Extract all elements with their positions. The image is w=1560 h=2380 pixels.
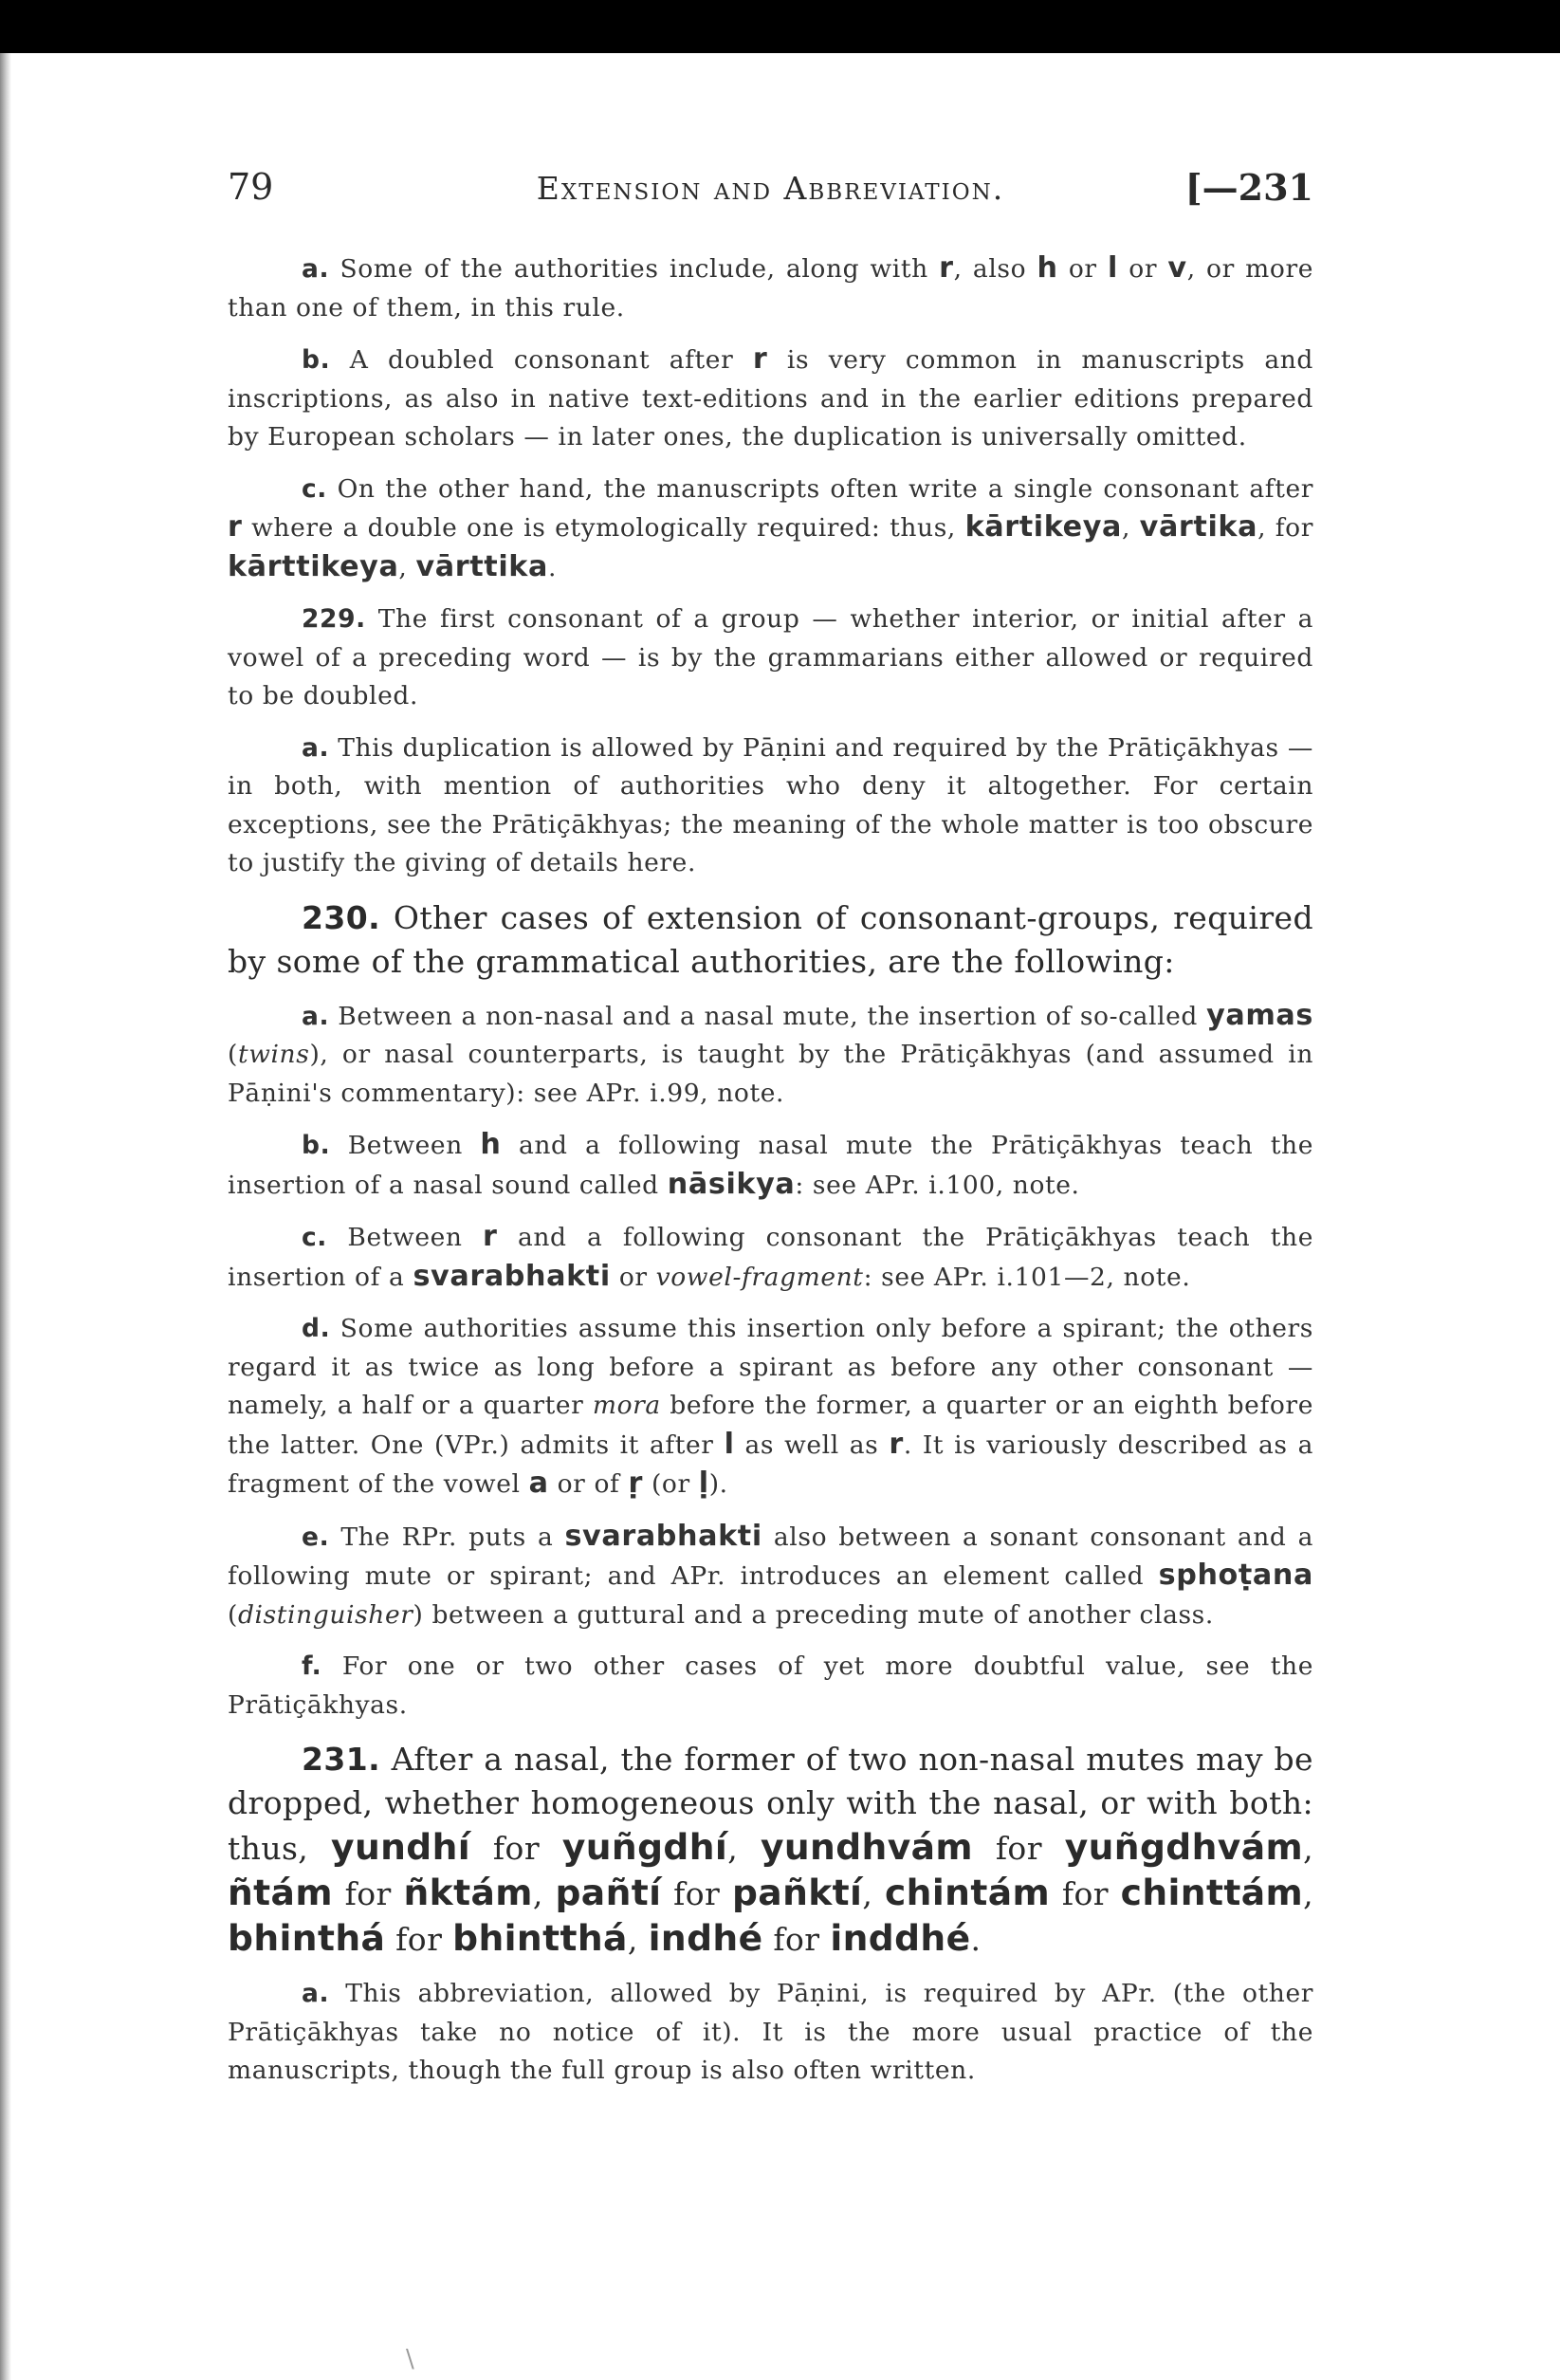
- sanskrit-term: chintám: [884, 1872, 1051, 1913]
- text-run: ,: [1303, 1830, 1313, 1867]
- section-label: e.: [302, 1522, 330, 1552]
- section-label: a.: [302, 1979, 330, 2008]
- sanskrit-term: l: [1108, 251, 1118, 285]
- sanskrit-term: sphoṭana: [1158, 1559, 1313, 1592]
- text-run: for: [332, 1875, 404, 1912]
- sanskrit-term: bhinthá: [228, 1917, 386, 1959]
- text-run: ,: [1303, 1875, 1313, 1912]
- sanskrit-term: r: [228, 510, 243, 544]
- text-run: The RPr. puts a: [329, 1522, 565, 1552]
- text-run: for: [661, 1875, 732, 1912]
- text-run: where a double one is etymologically required: thus,: [242, 513, 965, 543]
- sanskrit-term: inddhé: [830, 1917, 971, 1959]
- text-run: , also: [953, 254, 1037, 284]
- text-run: for: [762, 1921, 831, 1958]
- paragraph-230c: [228, 1218, 1313, 1297]
- paragraph-231: [228, 1738, 1313, 1962]
- text-run: On the other hand, the manuscripts often write a single consonant after: [326, 473, 1313, 504]
- sanskrit-term: vārtika: [1139, 510, 1258, 544]
- sanskrit-term: ñtám: [228, 1872, 333, 1913]
- paragraph-228a: [228, 249, 1313, 327]
- sanskrit-term: r: [483, 1220, 498, 1253]
- text-run: ) between a guttural and a preceding mute of another class.: [413, 1599, 1214, 1630]
- paragraph-230b: [228, 1126, 1313, 1205]
- section-label: 230.: [302, 898, 381, 936]
- section-label: 231.: [302, 1741, 381, 1778]
- section-label: a.: [302, 732, 330, 763]
- section-label: f.: [302, 1651, 322, 1681]
- paragraph-230d: [228, 1310, 1313, 1504]
- text-run: Between: [330, 1131, 481, 1160]
- text-run: ).: [708, 1469, 728, 1499]
- sanskrit-term: ñktám: [403, 1872, 533, 1913]
- text-run: : see APr. i.101—2, note.: [863, 1262, 1191, 1292]
- text-run: The first consonant of a group — whether interior, or initial after a vowel of a preceding word — is by the grammarians either allowed or required to be doubled.: [228, 604, 1313, 710]
- section-label: c.: [302, 1223, 327, 1252]
- sanskrit-term: pañktí: [731, 1872, 863, 1913]
- text-run: This duplication is allowed by Pāṇini and required by the Prātiçākhyas — in both, with mention of authorities who deny it altogether. For certain exceptions, see the Prātiçākhyas; the meaning of the whole matter is too obscure to justify the giving of details here.: [228, 732, 1313, 877]
- sanskrit-term: yuñgdhí: [561, 1826, 728, 1868]
- text-run: also between a sonant consonant and a following mute or spirant; and APr. introduces an element called: [228, 1522, 1313, 1591]
- sanskrit-term: yundhí: [331, 1826, 471, 1868]
- sanskrit-term: yuñgdhvám: [1064, 1826, 1304, 1868]
- page-number: 79: [228, 166, 274, 208]
- sanskrit-term: a: [528, 1467, 549, 1500]
- text-run: Between a non-nasal and a nasal mute, the insertion of so-called: [329, 1001, 1207, 1031]
- text-run: A doubled consonant after: [330, 345, 753, 375]
- stray-mark: \: [406, 2345, 414, 2373]
- sanskrit-term: svarabhakti: [413, 1259, 611, 1293]
- sanskrit-term: svarabhakti: [564, 1519, 762, 1553]
- text-run: This abbreviation, allowed by Pāṇini, is required by APr. (the other Prātiçākhyas take no notice of it). It is the more usual practice of the manuscripts, though the full group is also often written.: [228, 1979, 1313, 2085]
- paragraph-230f: [228, 1648, 1313, 1725]
- text-run: ,: [398, 552, 416, 582]
- text-run: or: [610, 1262, 656, 1292]
- text-run: or of: [548, 1469, 629, 1499]
- text-run: ), or nasal counterparts, is taught by the Prātiçākhyas (and assumed in Pāṇini's commentary): see APr. i.99, note.: [228, 1040, 1313, 1108]
- sanskrit-term: indhé: [648, 1917, 763, 1959]
- text-run: .: [547, 552, 557, 582]
- text-run: for: [385, 1921, 453, 1958]
- text-run: and a following nasal mute the Prātiçākhyas teach the insertion of a nasal sound called: [228, 1131, 1314, 1200]
- sanskrit-term: ḷ: [698, 1467, 709, 1500]
- italic-term: twins: [237, 1040, 310, 1069]
- text-run: .: [970, 1921, 982, 1958]
- paragraph-229: [228, 600, 1313, 716]
- section-label: b.: [302, 1131, 331, 1160]
- sanskrit-term: h: [1037, 251, 1058, 285]
- sanskrit-term: r: [752, 342, 768, 376]
- text-run: (or: [642, 1469, 699, 1499]
- text-run: Some authorities assume this insertion only before a spirant; the others regard it as twice as long before a spirant as before any other consonant — namely, a half or a quarter: [228, 1314, 1313, 1420]
- text-run: , or more than one of them, in this rule.: [228, 254, 1313, 323]
- sanskrit-term: kārtikeya: [964, 510, 1122, 544]
- text-run: ,: [727, 1830, 761, 1867]
- paragraph-228b: [228, 341, 1313, 457]
- sanskrit-term: kārttikeya: [228, 549, 399, 583]
- sanskrit-term: yamas: [1206, 998, 1313, 1032]
- sanskrit-term: l: [724, 1427, 735, 1461]
- text-run: and a following consonant the Prātiçākhyas teach the insertion of a: [228, 1223, 1313, 1292]
- sanskrit-term: pañtí: [555, 1872, 662, 1913]
- section-label: a.: [302, 254, 330, 284]
- italic-term: vowel-fragment: [655, 1262, 864, 1292]
- paragraph-231a: [228, 1975, 1313, 2091]
- text-run: Between: [326, 1223, 484, 1252]
- text-run: for: [1050, 1875, 1121, 1912]
- scan-spine-shadow: [0, 53, 11, 2380]
- section-label: a.: [302, 1001, 330, 1031]
- paragraph-228c: [228, 470, 1313, 588]
- text-run: as well as: [734, 1430, 890, 1460]
- text-run: or: [1057, 254, 1109, 284]
- italic-term: distinguisher: [237, 1599, 413, 1630]
- sanskrit-term: ṛ: [628, 1467, 643, 1500]
- sanskrit-term: chinttám: [1120, 1872, 1304, 1913]
- sanskrit-term: vārttika: [415, 549, 548, 583]
- sanskrit-term: r: [889, 1427, 904, 1461]
- paragraph-229a: [228, 729, 1313, 883]
- sanskrit-term: r: [939, 251, 954, 285]
- text-run: ,: [1121, 513, 1140, 543]
- section-label: c.: [302, 473, 327, 504]
- text-run: (: [228, 1040, 238, 1069]
- page-body: [228, 249, 1313, 2091]
- text-run: before the former, a quarter or an eighth before the latter. One (VPr.) admits it after: [228, 1391, 1313, 1460]
- sanskrit-term: bhintthá: [452, 1917, 628, 1959]
- italic-term: mora: [592, 1391, 661, 1420]
- paragraph-230: [228, 896, 1313, 984]
- sanskrit-term: h: [480, 1128, 502, 1161]
- text-run: Some of the authorities include, along with: [329, 254, 940, 284]
- text-run: ,: [627, 1921, 649, 1958]
- text-run: ,: [862, 1875, 885, 1912]
- text-run: . It is variously described as a fragment of the vowel: [228, 1430, 1313, 1499]
- running-head: [228, 166, 1313, 223]
- section-label: 229.: [302, 604, 366, 634]
- text-run: for: [470, 1830, 562, 1867]
- text-run: For one or two other cases of yet more doubtful value, see the Prātiçākhyas.: [228, 1651, 1313, 1720]
- text-run: or: [1117, 254, 1168, 284]
- text-run: is very common in manuscripts and inscriptions, as also in native text-editions and in the earlier editions prepared by European scholars — in later ones, the duplication is universally omitted.: [228, 345, 1313, 452]
- text-run: (: [228, 1599, 238, 1630]
- sanskrit-term: yundhvám: [760, 1826, 973, 1868]
- chapter-title: Extension and Abbreviation.: [536, 170, 1005, 207]
- paragraph-230e: [228, 1518, 1313, 1635]
- text-run: ,: [532, 1875, 556, 1912]
- text-run: , for: [1257, 513, 1314, 543]
- sanskrit-term: nāsikya: [667, 1167, 796, 1201]
- text-run: : see APr. i.100, note.: [795, 1170, 1080, 1200]
- section-marker: [—231: [1184, 166, 1313, 209]
- section-label: b.: [302, 345, 331, 375]
- paragraph-230a: [228, 997, 1313, 1114]
- text-run: After a nasal, the former of two non-nasal mutes may be dropped, whether homogeneous only with the nasal, or with both: thus,: [228, 1741, 1313, 1867]
- text-run: Other cases of extension of consonant-groups, required by some of the grammatical authorities, are the following:: [228, 898, 1313, 980]
- scan-top-border: [0, 0, 1560, 53]
- text-run: for: [972, 1830, 1065, 1867]
- book-page: [228, 166, 1313, 2104]
- sanskrit-term: v: [1167, 251, 1187, 285]
- section-label: d.: [302, 1314, 331, 1343]
